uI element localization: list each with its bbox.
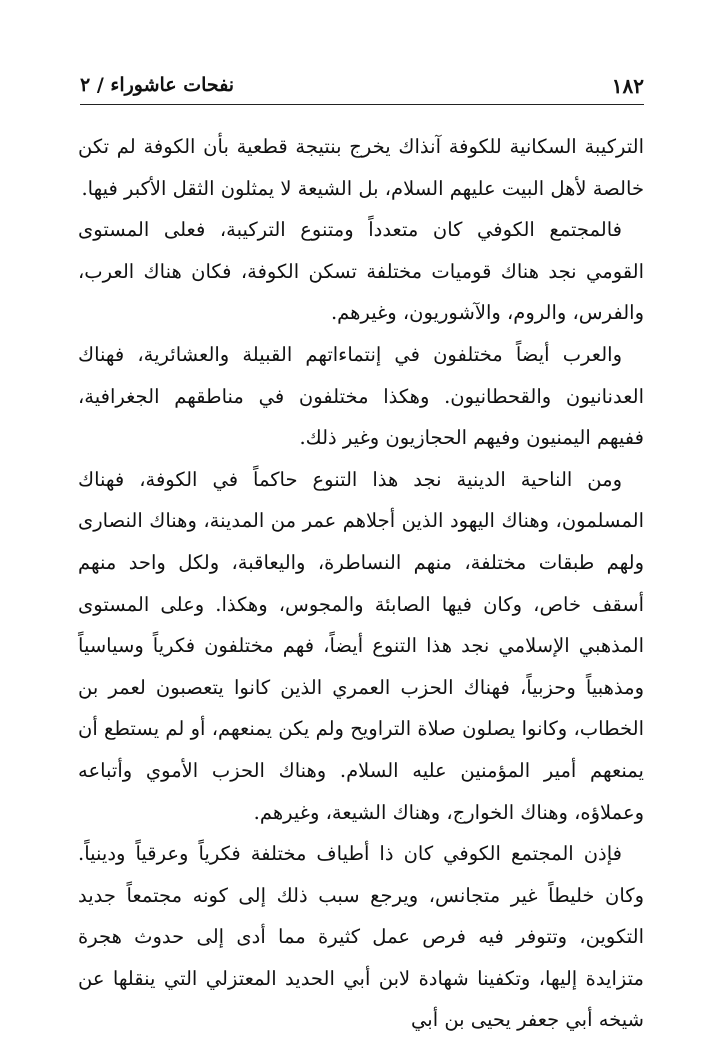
- paragraph: ومن الناحية الدينية نجد هذا التنوع حاكماً في الكوفة، فهناك المسلمون، وهناك اليهود الذين أجلاهم عمر من المدينة، وهناك النصارى ولهم طبقات مختلفة، منهم النساطرة، واليعاقبة، ولكل واحد منهم أسقف خاص، وكان فيها الصابئة والمجوس، وهكذا. وعلى المستوى المذهبي الإسلامي نجد هذا التنوع أيضاً، فهم مختلفون فكرياً وسياسياً ومذهبياً وحزبياً، فهناك الحزب العمري الذين كانوا يتعصبون لعمر بن الخطاب، وكانوا يصلون صلاة التراويح ولم يكن يمنعهم، أو لم يستطع أن يمنعهم أمير المؤمنين عليه السلام. وهناك الحزب الأموي وأتباعه وعملاؤه، وهناك الخوارج، وهناك الشيعة، وغيرهم.: [78, 467, 644, 824]
- paragraph: التركيبة السكانية للكوفة آنذاك يخرج بنتيجة قطعية بأن الكوفة لم تكن خالصة لأهل البيت عليهم السلام، بل الشيعة لا يمثلون الثقل الأكبر فيها.: [78, 135, 644, 200]
- paragraph: والعرب أيضاً مختلفون في إنتماءاتهم القبيلة والعشائرية، فهناك العدنانيون والقحطانيون. وهكذا مختلفون في مناطقهم الجغرافية، ففيهم اليمنيون وفيهم الحجازيون وغير ذلك.: [78, 342, 644, 450]
- paragraph: فالمجتمع الكوفي كان متعدداً ومتنوع التركيبة، فعلى المستوى القومي نجد هناك قوميات مختلفة تسكن الكوفة، فكان هناك العرب، والفرس، والروم، والآشوريون، وغيرهم.: [78, 218, 644, 325]
- paragraph: فإذن المجتمع الكوفي كان ذا أطياف مختلفة فكرياً وعرقياً ودينياً. وكان خليطاً غير متجانس، ويرجع سبب ذلك إلى كونه مجتمعاً جديد التكوين، وتتوفر فيه فرص عمل كثيرة مما أدى إلى حدوث هجرة متزايدة إليها، وتكفينا شهادة لابن أبي الحديد المعتزلي التي ينقلها عن شيخه أبي جعفر يحيى بن أبي: [78, 842, 644, 1032]
- running-title: نفحات عاشوراء / ٢: [80, 74, 235, 96]
- body-text: [78, 126, 644, 1041]
- page-number: ١٨٢: [611, 74, 644, 98]
- page-header: [80, 70, 644, 105]
